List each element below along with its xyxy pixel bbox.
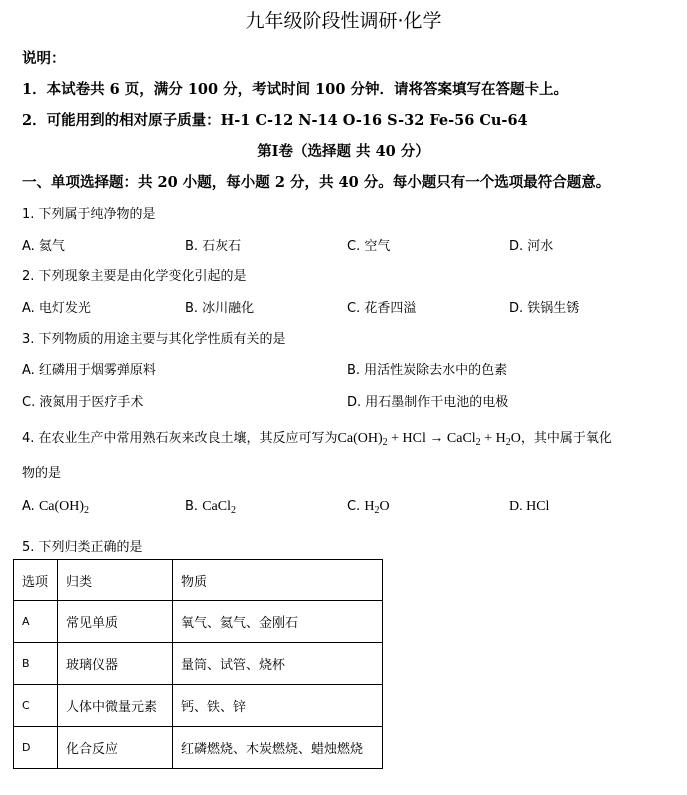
table-cell: 化合反应 (58, 727, 173, 769)
question-1-option-b: B. 石灰石 (185, 239, 242, 254)
page-title: 九年级阶段性调研·化学 (245, 10, 442, 32)
question-3-option-b: B. 用活性炭除去水中的色素 (347, 363, 508, 378)
question-3-option-c: C. 液氮用于医疗手术 (22, 395, 144, 410)
table-header-cell: 选项 (14, 560, 58, 601)
question-4-stem-start: 4. 在农业生产中常用熟石灰来改良土壤，其反应可写为 (22, 431, 338, 446)
question-3-option-a: A. 红磷用于烟雾弹原料 (22, 363, 156, 378)
question-4-option-b: B. CaCl$_2$ (185, 499, 236, 516)
question-2-option-b: B. 冰川融化 (185, 301, 255, 316)
reaction-equation: $Ca(OH)_2$ + HCl → CaCl$_2$ + $H_2O$ (337, 431, 521, 448)
table-cell: B (14, 643, 58, 685)
question-2-option-c: C. 花香四溢 (347, 301, 417, 316)
formula-water: $H_2O$ (364, 499, 390, 516)
table-row (14, 685, 383, 727)
table-header-row (14, 560, 383, 601)
question-1-option-a: A. 氦气 (22, 239, 65, 254)
table-cell: D (14, 727, 58, 769)
section-title: 第Ⅰ卷（选择题 共 40 分） (257, 143, 430, 160)
table-cell: 量筒、试管、烧杯 (173, 643, 383, 685)
table-cell: 红磷燃烧、木炭燃烧、蜡烛燃烧 (173, 727, 383, 769)
table-cell: C (14, 685, 58, 727)
question-4-stem-end: ，其中属于氧化 (520, 431, 612, 446)
question-1-option-d: D. 河水 (509, 239, 554, 254)
table-cell: 人体中微量元素 (58, 685, 173, 727)
table-cell: 常见单质 (58, 601, 173, 643)
question-4-stem (22, 427, 612, 448)
table-cell: 钙、铁、锌 (173, 685, 383, 727)
question-5-stem: 5. 下列归类正确的是 (22, 540, 143, 555)
question-4-option-a: A. $Ca(OH)_2$ (22, 499, 90, 516)
table-cell: 氧气、氦气、金刚石 (173, 601, 383, 643)
formula-calcium-hydroxide: $Ca(OH)_2$ (38, 499, 90, 516)
part1-instruction: 一、单项选择题：共 20 小题，每小题 2 分，共 40 分。每小题只有一个选项最符合题意。 (22, 174, 611, 191)
table-header-cell: 物质 (173, 560, 383, 601)
question-2-option-d: D. 铁锅生锈 (509, 301, 580, 316)
notes-heading: 说明： (22, 50, 66, 67)
table-cell: A (14, 601, 58, 643)
question-2-option-a: A. 电灯发光 (22, 301, 91, 316)
table-row (14, 727, 383, 769)
question-4-option-c: C. $H_2O$ (347, 499, 390, 516)
question-3-stem: 3. 下列物质的用途主要与其化学性质有关的是 (22, 332, 286, 347)
question-4-stem-line-2: 物的是 (22, 466, 62, 481)
formula-calcium-chloride: CaCl$_2$ (202, 499, 236, 516)
table-row (14, 643, 383, 685)
question-1-option-c: C. 空气 (347, 239, 391, 254)
classification-table (13, 559, 383, 769)
question-1-stem: 1. 下列属于纯净物的是 (22, 207, 156, 222)
table-cell: 玻璃仪器 (58, 643, 173, 685)
notes-line-1: 1．本试卷共 6 页，满分 100 分，考试时间 100 分钟．请将答案填写在答题卡上。 (22, 81, 568, 98)
question-3-option-d: D. 用石墨制作干电池的电极 (347, 395, 509, 410)
table-header-cell: 归类 (58, 560, 173, 601)
question-4-option-d: D. HCl (509, 499, 550, 514)
table-row (14, 601, 383, 643)
question-2-stem: 2. 下列现象主要是由化学变化引起的是 (22, 269, 247, 284)
notes-line-2: 2．可能用到的相对原子质量：H-1 C-12 N-14 O-16 S-32 Fe-56 Cu-64 (22, 112, 528, 129)
